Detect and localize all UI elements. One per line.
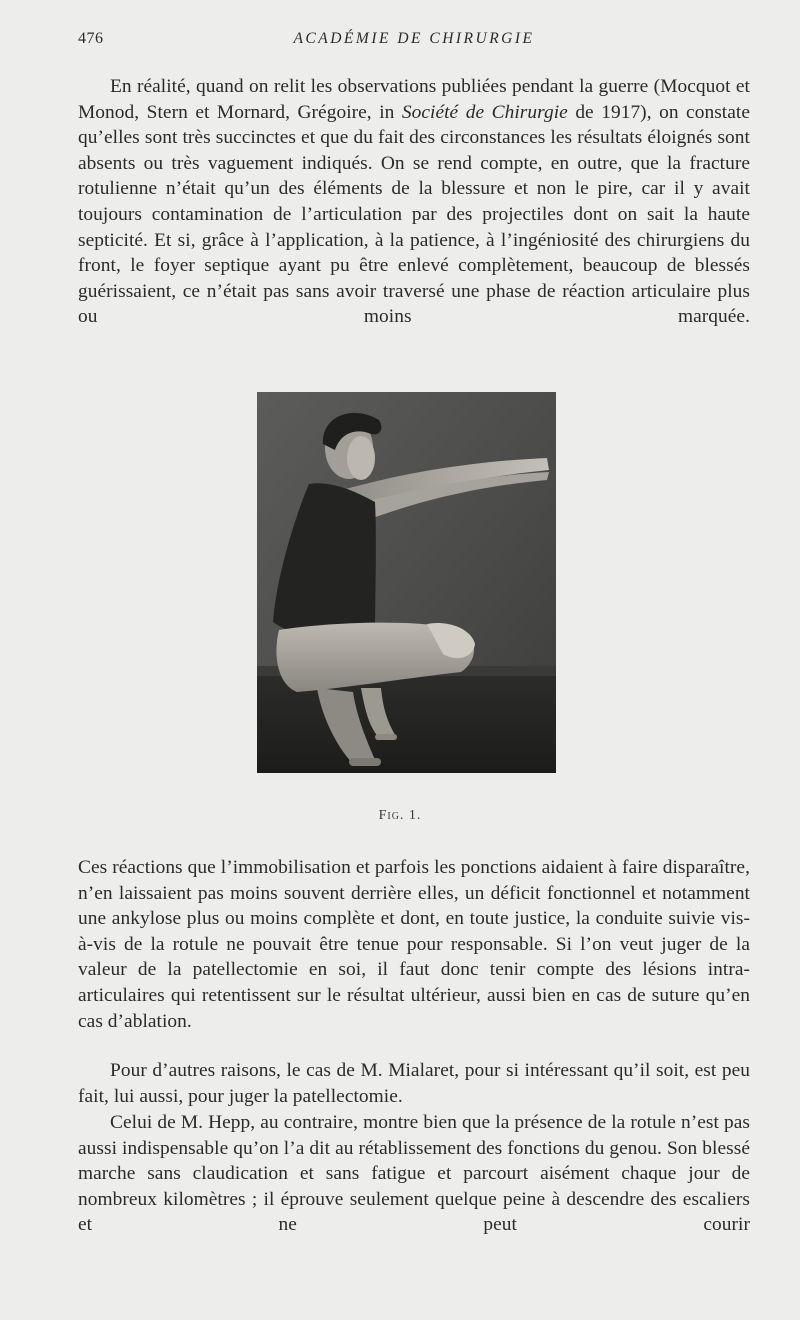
photograph-squatting-man	[257, 392, 556, 773]
paragraph-1	[78, 74, 750, 330]
paragraph-3: Pour d’autres raisons, le cas de M. Mialaret, pour si intéressant qu’il soit, est peu fait, lui aussi, pour juger la patellectomie.	[78, 1060, 750, 1107]
paragraph-1-text: En réalité, quand on relit les observations publiées pendant la guerre (Mocquot et Monod, Stern et Mornard, Grégoire, in	[78, 76, 750, 123]
paragraph-1-text-after: de 1917), on constate qu’elles sont très succinctes et que du fait des circonstances les résultats éloignés sont absents ou très vaguement indiqués. On se rend compte, en outre, que la fracture rotulienne n’était qu’un des éléments de la blessure et non le pire, car il y avait toujours contamination de l’articulation par des projectiles dont on sait la haute septicité. Et si, grâce à l’application, à la patience, à l’ingéniosité des chirurgiens du front, le foyer septique ayant pu être enlevé complètement, beaucoup de blessés guérissaient, ce n’était pas sans avoir traversé une phase de réaction articulaire plus ou moins marquée.	[78, 101, 750, 328]
figure-caption	[0, 808, 800, 824]
paragraph-2: Ces réactions que l’immobilisation et parfois les ponctions aidaient à faire disparaître, n’en laissaient pas moins souvent derrière elles, un déficit fonctionnel et notamment une ankylose plus ou moins complète et dont, en toute justice, la conduite suivie vis-à-vis de la rotule ne pouvait être tenue pour responsable. Si l’on veut juger de la valeur de la patellectomie en soi, il faut donc tenir compte des lésions intra-articulaires qui retentissent sur le résultat ultérieur, aussi bien en cas de suture qu’en cas d’ablation.	[78, 857, 750, 1032]
running-head: ACADÉMIE DE CHIRURGIE	[293, 30, 535, 47]
page-number: 476	[78, 30, 104, 47]
figure-caption-label: Fig.	[378, 808, 405, 823]
paragraph-4: Celui de M. Hepp, au contraire, montre bien que la présence de la rotule n’est pas aussi indispensable qu’on l’a dit au rétablissement des fonctions du genou. Son blessé marche sans claudication et sans fatigue et parcourt aisément chaque jour de nombreux kilomètres ; il éprouve seulement quelque peine à descendre des escaliers et ne peut courir	[78, 1112, 750, 1236]
figure-caption-number: 1.	[408, 808, 422, 823]
page-header	[78, 30, 750, 52]
paragraph-1-italic: Société de Chirurgie	[401, 101, 568, 123]
figure-photo	[257, 392, 556, 773]
